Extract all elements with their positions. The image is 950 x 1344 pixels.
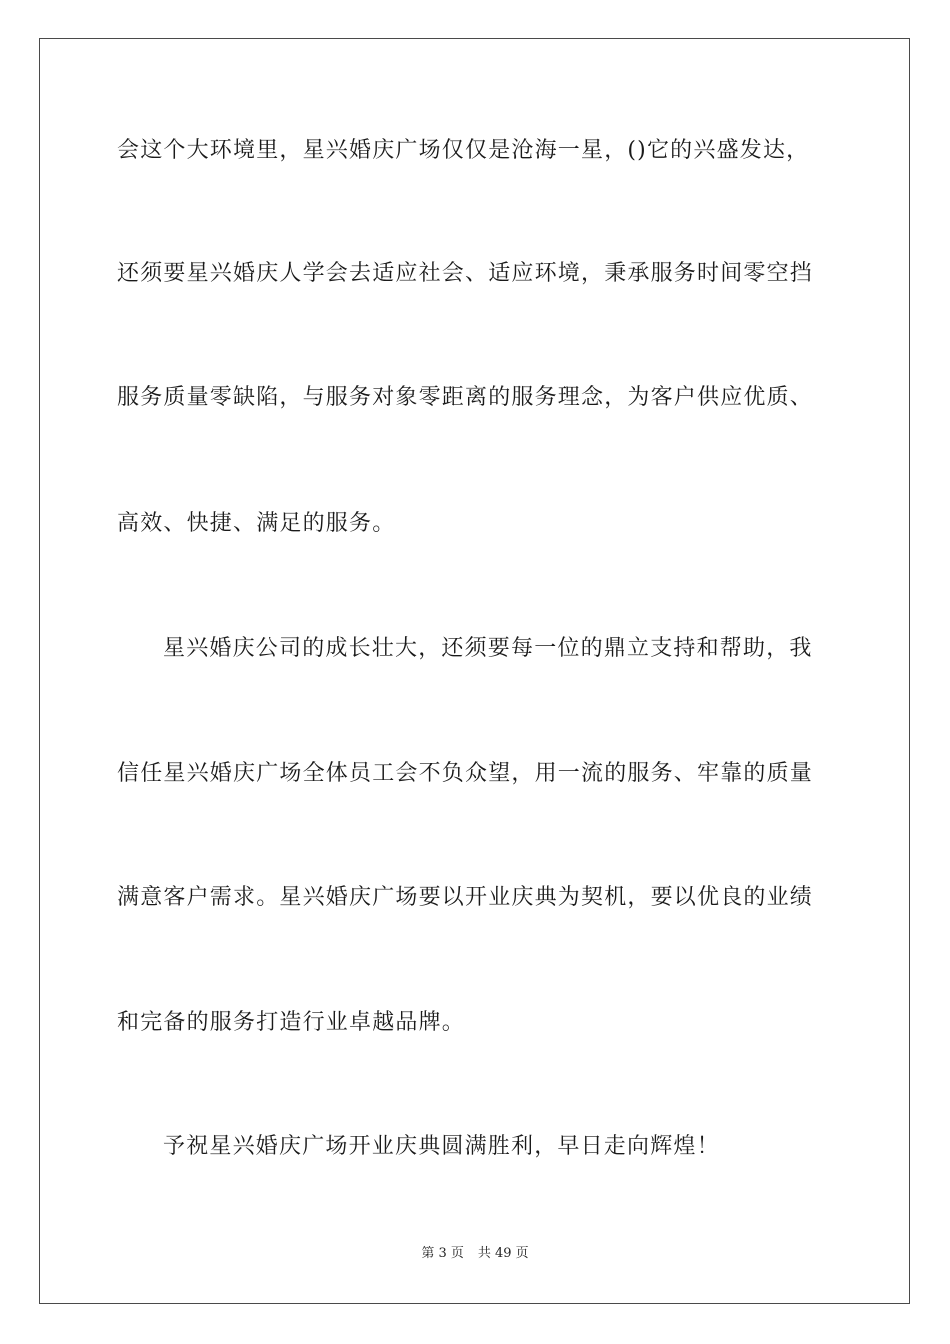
text-line: 和完备的服务打造行业卓越品牌。 [117, 1010, 466, 1035]
text-line: 高效、快捷、满足的服务。 [117, 511, 396, 536]
text-line: 满意客户需求。星兴婚庆广场要以开业庆典为契机，要以优良的业绩 [117, 885, 814, 910]
page-number: 第 3 页 [421, 1246, 464, 1261]
total-pages: 共 49 页 [477, 1246, 529, 1261]
text-line: 信任星兴婚庆广场全体员工会不负众望，用一流的服务、牢靠的质量 [117, 761, 814, 786]
page-footer [0, 1245, 950, 1263]
text-line: 还须要星兴婚庆人学会去适应社会、适应环境，秉承服务时间零空挡 [117, 261, 814, 286]
paragraph-start-line: 星兴婚庆公司的成长壮大，还须要每一位的鼎立支持和帮助，我 [163, 636, 813, 661]
page-frame [39, 38, 910, 1304]
paragraph-start-line: 予祝星兴婚庆广场开业庆典圆满胜利，早日走向辉煌！ [163, 1134, 720, 1159]
text-line: 会这个大环境里，星兴婚庆广场仅仅是沧海一星，()它的兴盛发达， [117, 138, 810, 163]
text-line: 服务质量零缺陷，与服务对象零距离的服务理念，为客户供应优质、 [117, 385, 814, 410]
